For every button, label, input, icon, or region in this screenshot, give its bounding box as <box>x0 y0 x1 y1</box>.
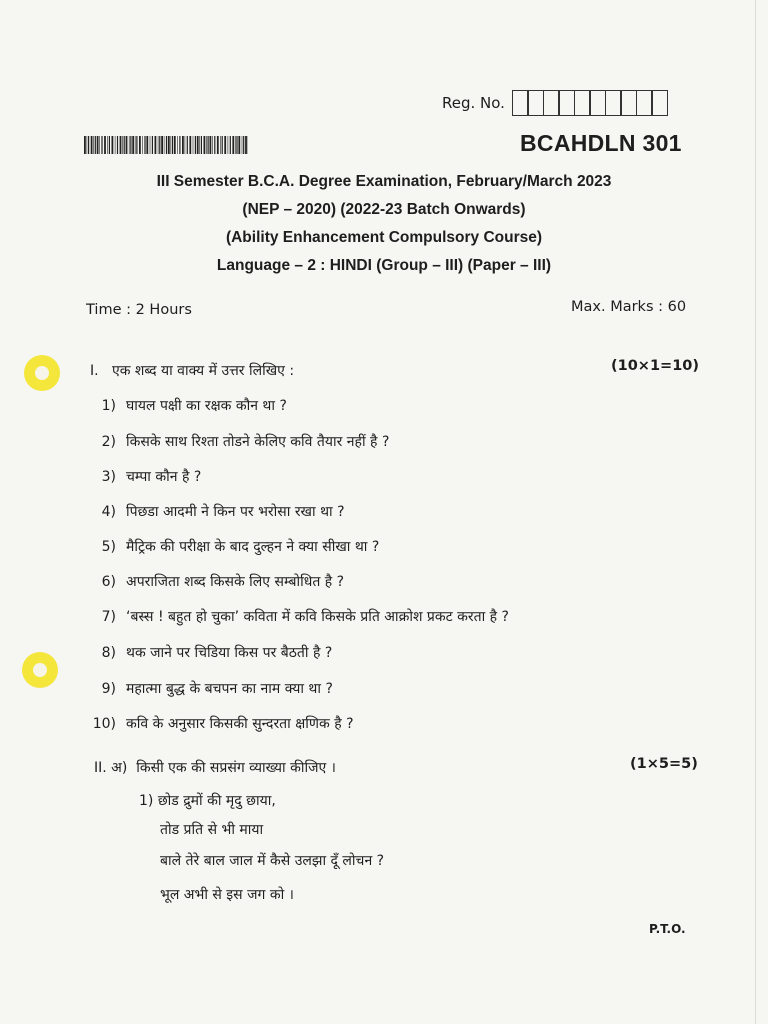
punch-hole-highlight <box>22 652 58 688</box>
section-2-instruction: किसी एक की सप्रसंग व्याख्या कीजिए । <box>136 760 336 776</box>
question-text: घायल पक्षी का रक्षक कौन था ? <box>126 398 287 414</box>
question-item <box>80 396 287 415</box>
reg-no-box <box>512 90 529 116</box>
reg-no-box <box>543 90 560 116</box>
question-number: 4) <box>101 504 116 520</box>
question-number: 9) <box>101 681 116 697</box>
question-item <box>80 607 509 626</box>
exam-title-line-3: (Ability Enhancement Compulsory Course) <box>225 229 543 246</box>
question-item <box>80 467 201 486</box>
question-text: महात्मा बुद्ध के बचपन का नाम क्या था ? <box>126 681 333 697</box>
question-number: 7) <box>101 609 116 625</box>
poem-line: भूल अभी से इस जग को । <box>160 887 294 903</box>
reg-no-label: Reg. No. <box>442 94 505 112</box>
section-2-label: II. अ) <box>94 760 128 776</box>
question-number: 6) <box>101 574 116 590</box>
pto-label: P.T.O. <box>649 922 686 936</box>
reg-no-box <box>589 90 606 116</box>
question-text: पिछडा आदमी ने किन पर भरोसा रखा था ? <box>126 504 345 520</box>
question-item <box>80 432 389 451</box>
section-1-label: I. <box>90 363 99 379</box>
section-2-heading <box>94 758 336 777</box>
question-text: अपराजिता शब्द किसके लिए सम्बोधित है ? <box>126 574 345 590</box>
reg-no-box <box>574 90 591 116</box>
section-1-heading <box>90 361 294 380</box>
section-1-instruction: एक शब्द या वाक्य में उत्तर लिखिए : <box>111 363 295 379</box>
question-number: 3) <box>101 469 116 485</box>
section-2-marks: (1×5=5) <box>630 756 698 772</box>
exam-title-line-2: (NEP – 2020) (2022-23 Batch Onwards) <box>242 201 526 218</box>
poem-line-text: छोड द्रुमों की मृदु छाया, <box>157 793 276 809</box>
page-edge-line <box>755 0 756 1024</box>
question-item <box>80 714 354 733</box>
punch-hole-highlight <box>24 355 60 391</box>
reg-no-box <box>620 90 637 116</box>
question-text: मैट्रिक की परीक्षा के बाद दुल्हन ने क्या सीखा था ? <box>126 539 380 555</box>
poem-item-number: 1) <box>139 793 154 809</box>
question-number: 1) <box>101 398 116 414</box>
question-item <box>80 537 379 556</box>
question-item <box>80 572 344 591</box>
question-item <box>80 679 333 698</box>
exam-time: Time : 2 Hours <box>86 302 192 318</box>
reg-no-boxes <box>513 90 668 116</box>
question-number: 10) <box>92 716 116 732</box>
reg-no-box <box>636 90 653 116</box>
exam-title-line-1: III Semester B.C.A. Degree Examination, February/March 2023 <box>156 173 612 190</box>
question-text: थक जाने पर चिडिया किस पर बैठती है ? <box>126 645 333 661</box>
poem-line: बाले तेरे बाल जाल में कैसे उलझा दूँ लोचन ? <box>160 853 385 869</box>
poem-line: तोड प्रति से भी माया <box>160 822 264 838</box>
question-number: 2) <box>101 434 116 450</box>
reg-no-box <box>527 90 544 116</box>
barcode-graphic <box>84 136 248 154</box>
max-marks: Max. Marks : 60 <box>571 299 687 315</box>
question-number: 5) <box>101 539 116 555</box>
question-text: कवि के अनुसार किसकी सुन्दरता क्षणिक है ? <box>126 716 354 732</box>
question-text: किसके साथ रिश्ता तोडने केलिए कवि तैयार नहीं है ? <box>126 434 390 450</box>
reg-no-box <box>558 90 575 116</box>
question-text: चम्पा कौन है ? <box>126 469 202 485</box>
question-item <box>80 643 332 662</box>
poem-line <box>139 791 276 810</box>
question-number: 8) <box>101 645 116 661</box>
reg-no-box <box>605 90 622 116</box>
exam-title-line-4: Language – 2 : HINDI (Group – III) (Paper – III) <box>216 257 552 274</box>
reg-no-box <box>651 90 668 116</box>
section-1-marks: (10×1=10) <box>611 358 699 374</box>
paper-code: BCAHDLN 301 <box>520 130 682 156</box>
question-text: ‘बस्स ! बहुत हो चुका’ कविता में कवि किसके प्रति आक्रोश प्रकट करता है ? <box>126 609 509 625</box>
question-item <box>80 502 345 521</box>
